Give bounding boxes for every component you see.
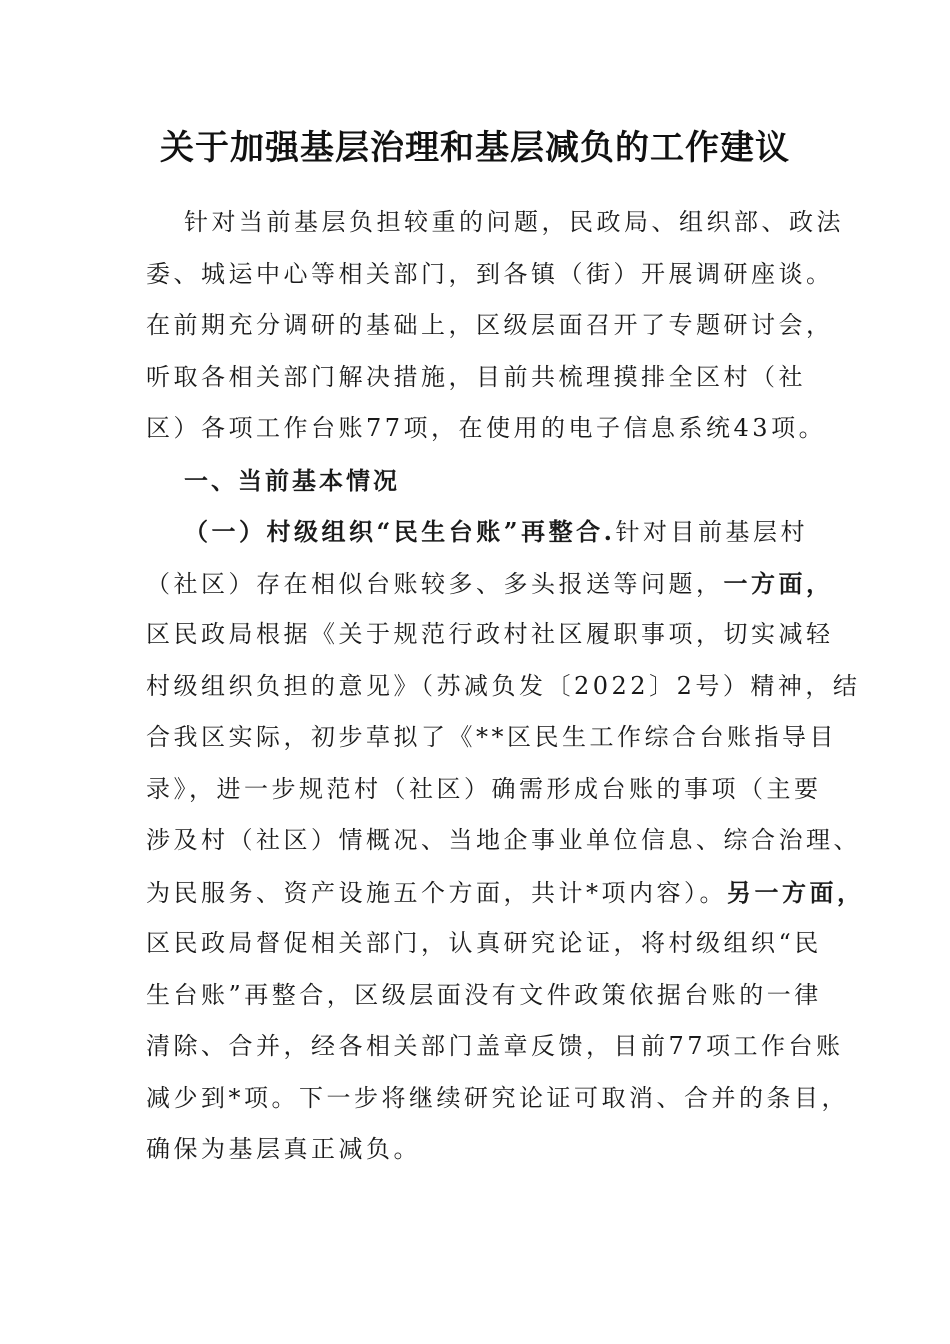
paragraph-line: 减少到*项。下一步将继续研究论证可取消、合并的条目， bbox=[146, 1083, 849, 1112]
paragraph-line: 区民政局督促相关部门，认真研究论证，将村级组织“民 bbox=[146, 929, 822, 957]
paragraph-text: 为民服务、资产设施五个方面，共计*项内容）。 bbox=[146, 878, 727, 907]
emphasis-text: 一方面， bbox=[723, 568, 834, 598]
paragraph-line: 村级组织负担的意见》（苏减负发〔2022〕2号）精神，结 bbox=[146, 671, 861, 700]
intro-line: 委、城运中心等相关部门，到各镇（街）开展调研座谈。 bbox=[146, 259, 834, 288]
paragraph-text: （社区）存在相似台账较多、多头报送等问题， bbox=[146, 569, 724, 598]
paragraph-line bbox=[146, 506, 811, 558]
intro-line: 听取各相关部门解决措施，目前共梳理摸排全区村（社 bbox=[146, 362, 806, 391]
paragraph-line bbox=[146, 867, 865, 919]
paragraph-line: 涉及村（社区）情概况、当地企事业单位信息、综合治理、 bbox=[146, 826, 861, 854]
intro-line: 在前期充分调研的基础上，区级层面召开了专题研讨会， bbox=[146, 311, 834, 339]
paragraph-line bbox=[146, 558, 834, 610]
paragraph-text: 针对目前基层村 bbox=[615, 518, 808, 546]
section-heading: 一、当前基本情况 bbox=[184, 465, 400, 495]
paragraph-line: 清除、合并，经各相关部门盖章反馈，目前77项工作台账 bbox=[146, 1032, 844, 1060]
intro-line: 针对当前基层负担较重的问题，民政局、组织部、政法 bbox=[184, 208, 844, 236]
intro-line: 区）各项工作台账77项，在使用的电子信息系统43项。 bbox=[146, 414, 827, 442]
paragraph-line: 合我区实际，初步草拟了《**区民生工作综合台账指导目 bbox=[146, 723, 837, 751]
emphasis-text: 另一方面， bbox=[727, 877, 865, 907]
paragraph-line: 确保为基层真正减负。 bbox=[146, 1135, 421, 1163]
document-body bbox=[146, 197, 865, 1176]
subsection-heading: （一）村级组织“民生台账”再整合. bbox=[184, 517, 616, 546]
paragraph-line: 生台账”再整合，区级层面没有文件政策依据台账的一律 bbox=[146, 980, 822, 1009]
document-title: 关于加强基层治理和基层减负的工作建议 bbox=[160, 128, 790, 168]
paragraph-line: 区民政局根据《关于规范行政村社区履职事项，切实减轻 bbox=[146, 620, 834, 648]
paragraph-line: 录》，进一步规范村（社区）确需形成台账的事项（主要 bbox=[146, 774, 822, 803]
